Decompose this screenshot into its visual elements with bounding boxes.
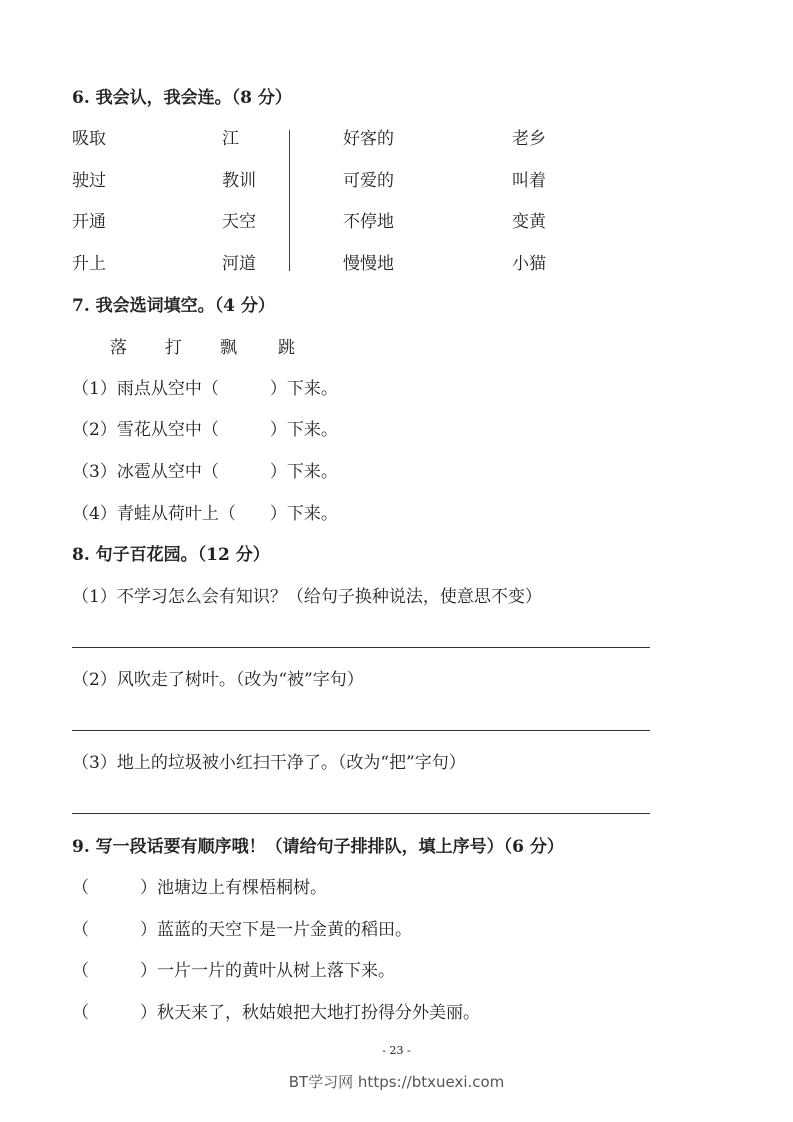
q9-item: （ ）秋天来了，秋姑娘把大地打扮得分外美丽。 <box>72 1003 480 1023</box>
page-number: - 23 - <box>382 1044 411 1057</box>
q7-item: （3）冰雹从空中（ ）下来。 <box>72 462 338 482</box>
q6-heading: 6. 我会认，我会连。（8 分） <box>72 88 292 108</box>
q6-col4-item: 变黄 <box>512 212 546 232</box>
q7-word: 落 <box>110 338 127 358</box>
q6-col2-item: 教训 <box>222 171 256 191</box>
q7-heading: 7. 我会选词填空。（4 分） <box>72 296 275 316</box>
watermark: BT学习网 https://btxuexi.com <box>288 1073 505 1091</box>
q8-heading: 8. 句子百花园。（12 分） <box>72 545 270 565</box>
q6-col3-item: 不停地 <box>343 212 394 232</box>
q6-col1-item: 吸取 <box>72 129 106 149</box>
q7-item: （2）雪花从空中（ ）下来。 <box>72 420 338 440</box>
q6-col2-item: 河道 <box>222 254 256 274</box>
q9-item: （ ）池塘边上有棵梧桐树。 <box>72 878 327 898</box>
q7-word: 跳 <box>278 338 295 358</box>
answer-line[interactable] <box>72 730 650 731</box>
q6-col1-item: 开通 <box>72 212 106 232</box>
column-divider <box>289 130 290 271</box>
answer-line[interactable] <box>72 647 650 648</box>
q9-heading: 9. 写一段话要有顺序哦！（请给句子排排队，填上序号）（6 分） <box>72 837 564 857</box>
q6-col1-item: 升上 <box>72 254 106 274</box>
answer-line[interactable] <box>72 813 650 814</box>
q8-item: （1）不学习怎么会有知识？（给句子换种说法，使意思不变） <box>72 587 542 607</box>
q7-word: 飘 <box>220 338 237 358</box>
q6-col3-item: 好客的 <box>343 129 394 149</box>
q7-item: （1）雨点从空中（ ）下来。 <box>72 379 338 399</box>
q6-col1-item: 驶过 <box>72 171 106 191</box>
q6-col2-item: 江 <box>222 129 239 149</box>
q6-col3-item: 慢慢地 <box>343 254 394 274</box>
q7-item: （4）青蛙从荷叶上（ ）下来。 <box>72 504 338 524</box>
q9-item: （ ）蓝蓝的天空下是一片金黄的稻田。 <box>72 920 412 940</box>
q6-col4-item: 小猫 <box>512 254 546 274</box>
q7-word: 打 <box>165 338 182 358</box>
q6-col2-item: 天空 <box>222 212 256 232</box>
q9-item: （ ）一片一片的黄叶从树上落下来。 <box>72 961 395 981</box>
q6-col4-item: 老乡 <box>512 129 546 149</box>
q8-item: （3）地上的垃圾被小红扫干净了。（改为“把”字句） <box>72 753 466 773</box>
q6-col3-item: 可爱的 <box>343 171 394 191</box>
q8-item: （2）风吹走了树叶。（改为“被”字句） <box>72 670 364 690</box>
q6-col4-item: 叫着 <box>512 171 546 191</box>
